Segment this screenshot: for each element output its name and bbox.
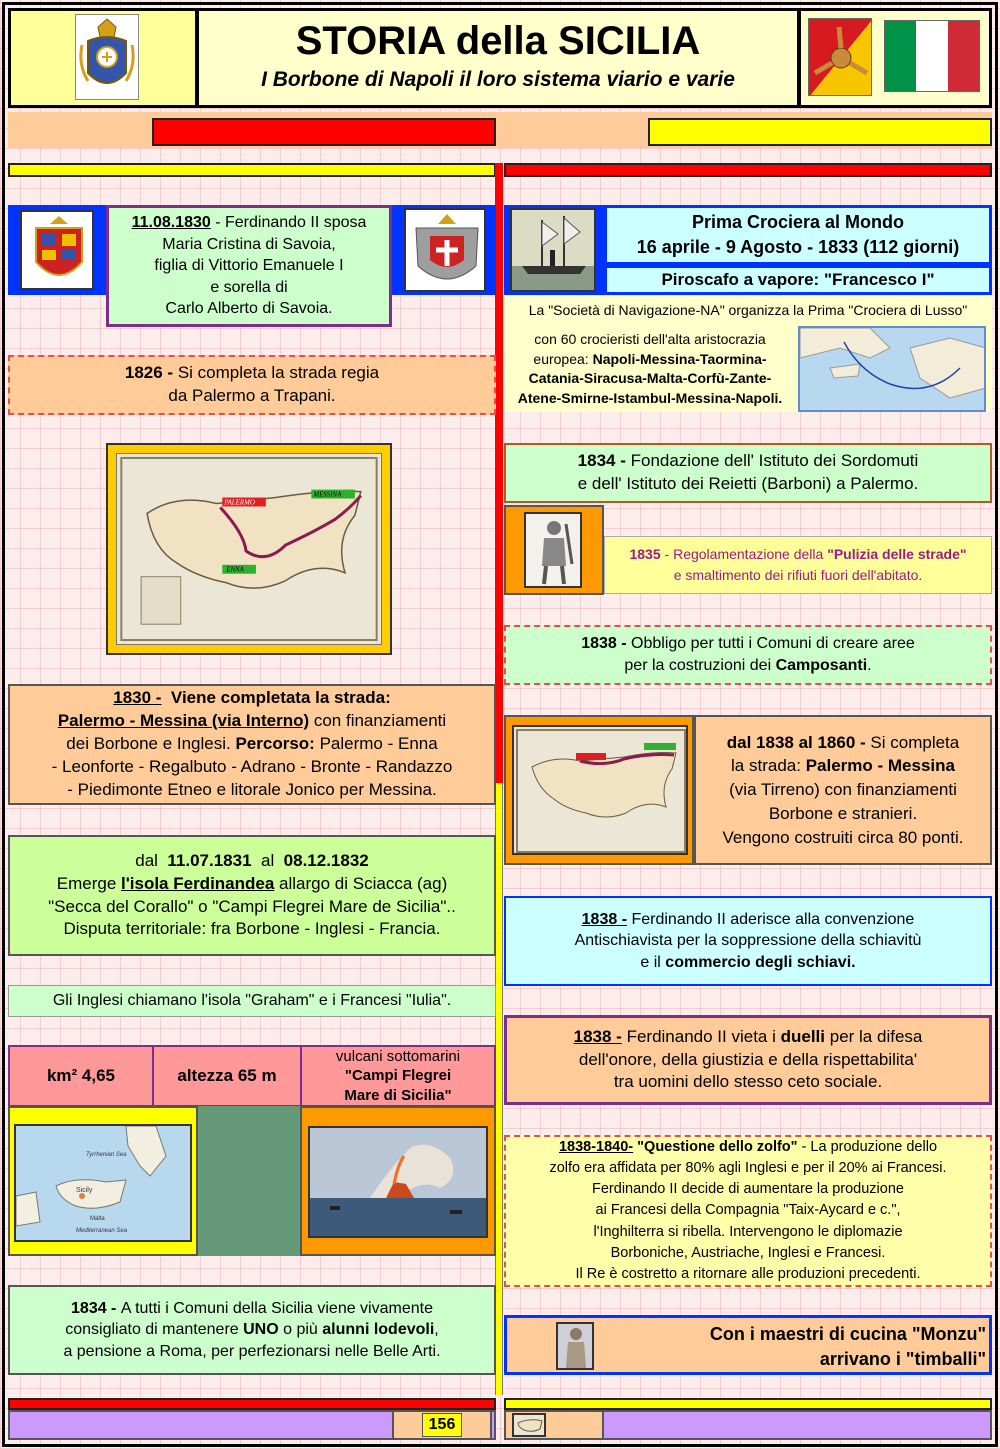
camposanti-bold: Camposanti xyxy=(775,657,868,674)
savoy-arms-image xyxy=(404,208,486,292)
cruise-ship: Piroscafo a vapore: "Francesco I" xyxy=(661,269,935,289)
pulizia-bold: "Pulizia delle strade" xyxy=(827,546,967,562)
pulizia-box xyxy=(604,536,992,594)
center-divider-red xyxy=(495,163,503,783)
sordomuti-year: 1834 - xyxy=(577,451,631,471)
schiavi-box xyxy=(504,896,992,986)
ferdinandea-where: allargo di Sciacca (ag) xyxy=(274,873,448,893)
road-1826-box xyxy=(8,355,496,415)
road-1830-text-3: - Leonforte - Regalbuto - Adrano - Bronte - Randazzo xyxy=(51,756,453,776)
sordomuti-box xyxy=(504,443,992,503)
zolfo-text-1: - La produzione dello xyxy=(797,1139,938,1156)
alunni-text-1: A tutti i Comuni della Sicilia viene vivamente xyxy=(120,1299,433,1317)
map2-sea-label: Mediterranean Sea xyxy=(76,1228,128,1234)
map1-palermo-label: PALERMO xyxy=(224,499,255,507)
marriage-date: 11.08.1830 xyxy=(131,214,211,232)
eruption-painting xyxy=(308,1126,488,1238)
marriage-text-2: Maria Cristina di Savoia, xyxy=(162,235,336,253)
gap-panel xyxy=(198,1106,302,1256)
cruise-text-block xyxy=(504,330,796,408)
camposanti-box xyxy=(504,625,992,685)
tirreno-text-2a: la strada: xyxy=(731,756,806,776)
stat-height xyxy=(152,1045,302,1107)
cruise-dates: 16 aprile - 9 Agosto - 1833 (112 giorni) xyxy=(636,237,960,257)
camposanti-year: 1838 - xyxy=(581,635,632,653)
cruise-org: La "Società di Navigazione-NA" organizza la Prima "Crociera di Lusso" xyxy=(528,302,968,318)
cruise-route-2: Catania-Siracusa-Malta-Corfù-Zante- xyxy=(528,370,772,387)
ferdinandea-dal: dal xyxy=(135,850,158,870)
sicily-map-inland-route xyxy=(106,443,392,655)
ferdinandea-island: l'isola Ferdinandea xyxy=(121,873,275,893)
cruise-text-2a: europea: xyxy=(533,350,593,367)
steamship-image xyxy=(510,208,596,292)
duelli-box xyxy=(504,1015,992,1105)
page-number-box xyxy=(392,1410,492,1440)
tirreno-box xyxy=(694,715,992,865)
duelli-bold: duelli xyxy=(780,1026,826,1046)
alunni-box xyxy=(8,1285,496,1375)
stat-height-text: altezza 65 m xyxy=(177,1065,277,1085)
stat-volcanoes-text-2: "Campi Flegrei xyxy=(344,1067,452,1085)
right-column-top-bar xyxy=(504,163,992,177)
stat-volcanoes-text-3: Mare di Sicilia" xyxy=(344,1086,452,1104)
ferdinandea-date-1: 11.07.1831 xyxy=(167,850,252,870)
cruise-title-box xyxy=(604,205,992,265)
schiavi-bold: commercio degli schiavi. xyxy=(665,953,856,971)
alunni-text-3: a pensione a Roma, per perfezionarsi nelle Belle Arti. xyxy=(63,1342,441,1360)
road-1830-text-4: - Piedimonte Etneo e litorale Jonico per Messina. xyxy=(67,779,437,799)
schiavi-text-2: Antischiavista per la soppressione della schiavitù xyxy=(574,932,922,950)
camposanti-text-1: Obbligo per tutti i Comuni di creare aree xyxy=(631,635,915,653)
marriage-text-5: Carlo Alberto di Savoia. xyxy=(165,300,333,318)
alunni-uno: UNO xyxy=(243,1321,279,1339)
footer-sicily-thumbnail xyxy=(512,1413,546,1437)
zolfo-title: "Questione dello zolfo" xyxy=(633,1139,798,1156)
map2-malta-label: Malta xyxy=(90,1216,105,1222)
tirreno-text-4: Borbone e stranieri. xyxy=(768,803,918,823)
ferdinandea-box xyxy=(8,835,496,956)
pulizia-text-2: e smaltimento dei rifiuti fuori dell'abitato. xyxy=(673,567,923,583)
alunni-text-2a: consigliato di mantenere xyxy=(65,1321,244,1339)
page-number: 156 xyxy=(422,1413,463,1437)
tirreno-text-5: Vengono costruiti circa 80 ponti. xyxy=(722,827,964,847)
road-1830-year: 1830 - xyxy=(113,688,162,708)
schiavi-text-1: Ferdinando II aderisce alla convenzione xyxy=(627,910,915,928)
cook-statue-image xyxy=(556,1322,594,1370)
road-1830-text-2a: dei Borbone e Inglesi. xyxy=(66,734,236,754)
road-1830-box xyxy=(8,684,496,805)
ferdinandea-text-2: "Secca del Corallo" o "Campi Flegrei Mare de Sicilia".. xyxy=(48,896,456,916)
stat-area xyxy=(8,1045,154,1107)
ferdinandea-date-2: 08.12.1832 xyxy=(283,850,369,870)
ferdinandea-text-3: Disputa territoriale: fra Borbone - Inglesi - Francia. xyxy=(63,919,441,939)
road-1830-text-2b: Palermo - Enna xyxy=(314,734,438,754)
right-column-bottom-bar xyxy=(504,1398,992,1410)
page-subtitle: I Borbone di Napoli il loro sistema viario e varie xyxy=(261,68,735,91)
page-title: STORIA della SICILIA xyxy=(295,19,701,63)
tirreno-period: dal 1838 al 1860 - xyxy=(726,732,871,752)
road-1830-route: Palermo - Messina (via Interno) xyxy=(57,711,310,731)
zolfo-text-6: Borboniche, Austriache, Inglesi e Francesi. xyxy=(610,1244,886,1261)
road-1830-text-1: con finanziamenti xyxy=(309,711,447,731)
camposanti-text-2b: . xyxy=(867,657,872,674)
schiavi-text-3a: e il xyxy=(640,953,666,971)
map2-sicily-label: Sicily xyxy=(76,1187,93,1194)
mediterranean-map xyxy=(14,1124,192,1242)
monzu-text xyxy=(620,1322,986,1372)
marriage-box xyxy=(106,205,392,327)
road-1826-text-1: Si completa la strada regia xyxy=(177,363,380,383)
cruise-text-1: con 60 crocieristi dell'alta aristocrazia xyxy=(534,331,766,347)
yellow-bar-top xyxy=(648,118,992,146)
camposanti-text-2a: per la costruzioni dei xyxy=(624,657,776,674)
alunni-text-2c: , xyxy=(434,1321,439,1339)
street-sweeper-image xyxy=(524,512,582,588)
monzu-text-1: Con i maestri di cucina "Monzu" xyxy=(709,1324,986,1344)
zolfo-text-2: zolfo era affidata per 80% agli Inglesi e per il 20% ai Francesi. xyxy=(549,1160,947,1177)
monzu-text-2: arrivano i "timballi" xyxy=(819,1349,986,1370)
duelli-year: 1838 - xyxy=(573,1026,622,1046)
road-1826-text-2: da Palermo a Trapani. xyxy=(168,386,336,405)
header-title-panel xyxy=(196,8,800,108)
duelli-text-2: dell'onore, della giustizia e della rispettabilita' xyxy=(578,1049,918,1069)
map1-messina-label: MESSINA xyxy=(313,491,342,499)
marriage-text-3: figlia di Vittorio Emanuele I xyxy=(154,257,344,275)
duelli-text-1a: Ferdinando II vieta i xyxy=(621,1026,781,1046)
alunni-year: 1834 - xyxy=(71,1299,121,1317)
duelli-text-1b: per la difesa xyxy=(825,1026,923,1046)
sicily-map-tyrrhenian-route xyxy=(512,725,688,855)
marriage-text-4: e sorella di xyxy=(210,278,288,296)
ferdinandea-al: al xyxy=(260,850,275,870)
cruise-ship-box xyxy=(604,265,992,295)
island-names-text: Gli Inglesi chiamano l'isola "Graham" e i Francesi "Iulia". xyxy=(52,992,452,1010)
zolfo-text-3: Ferdinando II decide di aumentare la produzione xyxy=(592,1181,904,1198)
schiavi-year: 1838 - xyxy=(581,910,628,928)
sordomuti-text-1: Fondazione dell' Istituto dei Sordomuti xyxy=(630,451,919,471)
left-column-bottom-bar xyxy=(8,1398,496,1410)
road-1830-title: Viene completata la strada: xyxy=(170,688,391,708)
zolfo-year: 1838-1840- xyxy=(558,1139,634,1156)
tirreno-text-3: (via Tirreno) con finanziamenti xyxy=(729,780,957,800)
map1-enna-label: ENNA xyxy=(226,566,244,574)
sicily-flag xyxy=(808,18,872,96)
italy-flag xyxy=(884,20,980,92)
duelli-text-3: tra uomini dello stesso ceto sociale. xyxy=(613,1072,883,1092)
zolfo-text-5: l'Inghilterra si ribella. Intervengono le diplomazie xyxy=(593,1223,903,1240)
tirreno-route: Palermo - Messina xyxy=(805,756,955,776)
cruise-route-3: Atene-Smirne-Istambul-Messina-Napoli. xyxy=(517,389,783,406)
stat-volcanoes xyxy=(300,1045,496,1107)
bourbon-arms-image xyxy=(20,210,94,290)
island-names-box xyxy=(8,985,496,1017)
pulizia-text-1: - Regolamentazione della xyxy=(660,546,828,562)
tirreno-text-1: Si completa xyxy=(870,732,960,752)
map2-tyrrhenian-label: Tyrrhenian Sea xyxy=(86,1152,127,1158)
stat-area-text: km² 4,65 xyxy=(46,1065,116,1085)
red-bar-top xyxy=(152,118,496,146)
left-column-top-bar xyxy=(8,163,496,177)
cruise-route-1: Napoli-Messina-Taormina- xyxy=(592,350,767,367)
center-divider-yellow xyxy=(495,783,503,1395)
alunni-text-2b: o più xyxy=(278,1321,323,1339)
zolfo-text-7: Il Re è costretto a ritornare alle produzioni precedenti. xyxy=(575,1265,921,1282)
sordomuti-text-2: e dell' Istituto dei Reietti (Barboni) a Palermo. xyxy=(577,474,919,493)
stat-volcanoes-text-1: vulcani sottomarini xyxy=(335,1047,461,1065)
cruise-title: Prima Crociera al Mondo xyxy=(691,211,905,232)
zolfo-box xyxy=(504,1135,992,1287)
road-1830-percorso: Percorso: xyxy=(235,734,315,754)
road-1826-year: 1826 - xyxy=(124,363,178,383)
marriage-text-1: - Ferdinando II sposa xyxy=(210,214,367,232)
ferdinandea-emerge: Emerge xyxy=(56,873,121,893)
bourbon-coat-of-arms xyxy=(75,14,139,100)
cruise-route-map xyxy=(798,326,986,412)
zolfo-text-4: ai Francesi della Compagnia "Taix-Aycard e c.", xyxy=(595,1202,901,1219)
pulizia-year: 1835 xyxy=(629,546,661,562)
alunni-lodevoli: alunni lodevoli xyxy=(322,1321,435,1339)
